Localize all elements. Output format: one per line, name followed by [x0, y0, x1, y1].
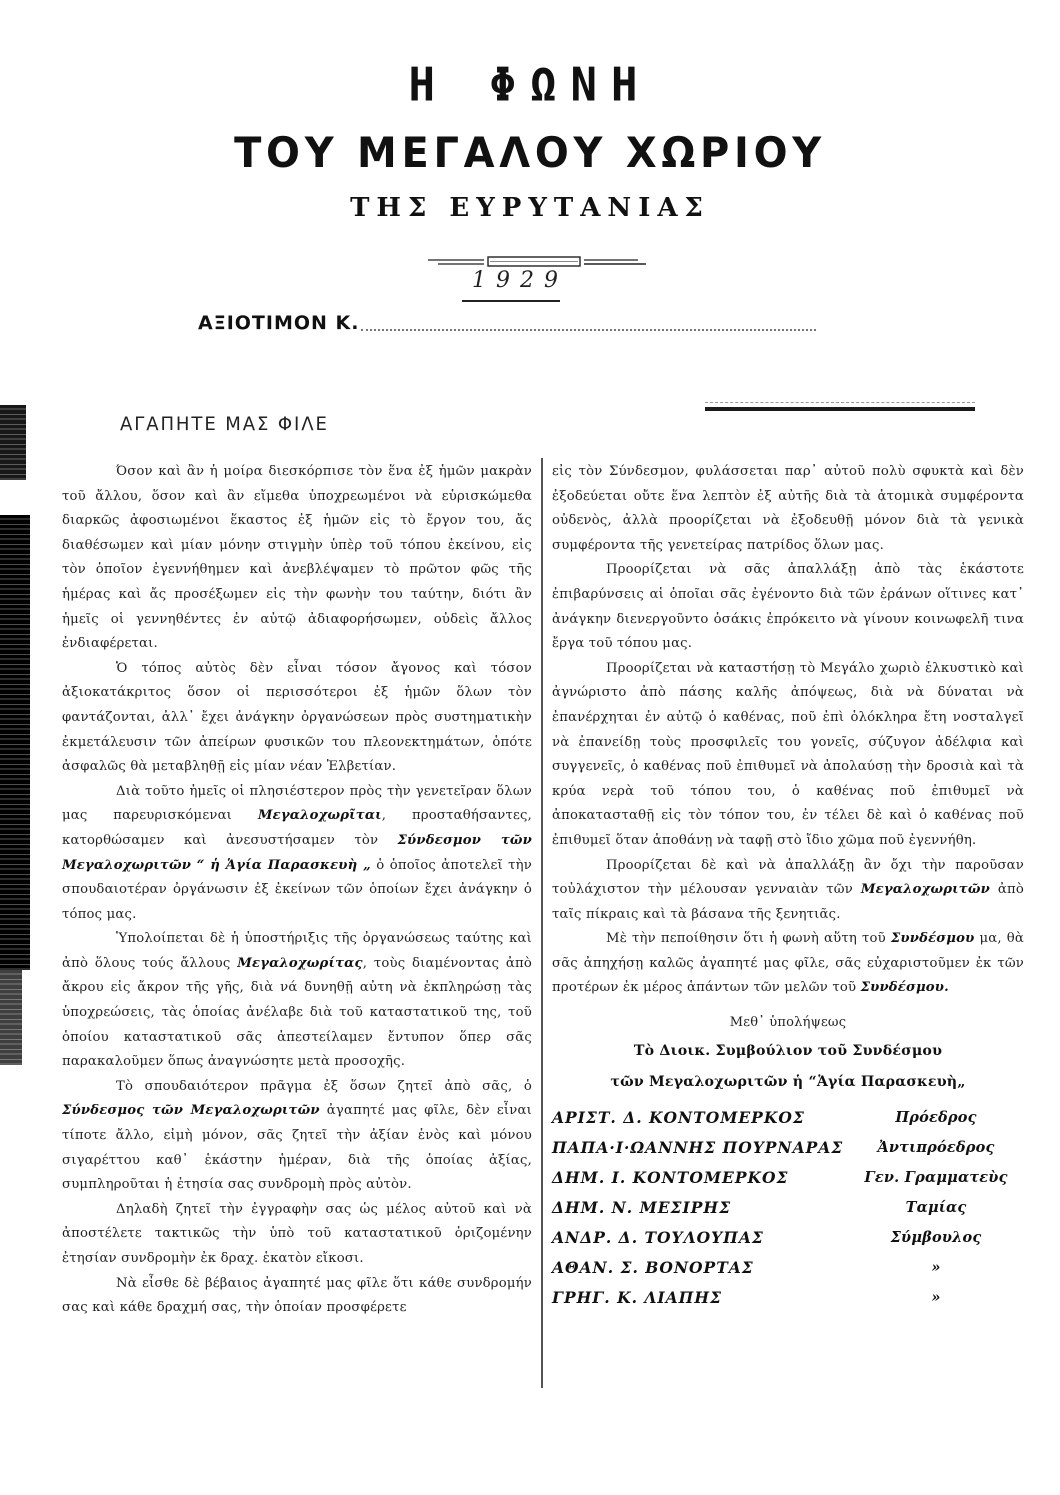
- board-member: [552, 1134, 1024, 1164]
- paragraph: Διὰ τοῦτο ἡμεῖς οἱ πλησιέστερον πρὸς τὴν γενετεῖραν ὅλων μας παρευρισκόμεναι Μεγαλοχωρῖται, προσταθήσαντες, κατορθώσαμεν καὶ ἀνεσυστήσαμεν τὸν Σύνδεσμον τῶν Μεγαλοχωριτῶν “ ἡ Ἁγία Παρασκευὴ „ ὁ ὁποῖος ἀποτελεῖ τὴν σπουδαιοτέραν ὀργάνωσιν ἐξ ἐκείνων τῶν ὁποίων ἔχει ἀνάγκην ὁ τόπος μας.: [62, 783, 532, 922]
- member-role: Ἀντιπρόεδρος: [877, 1139, 995, 1157]
- paragraph: Προορίζεται δὲ καὶ νὰ ἀπαλλάξῃ ἂν ὄχι τὴν παροῦσαν τοὐλάχιστον τὴν μέλουσαν γενναιὰν τῶν Μεγαλοχωριτῶν ἀπὸ ταῖς πίκραις καὶ τὰ βάσανα τῆς ξενητιᾶς.: [552, 857, 1024, 922]
- emphasis: Μεγαλοχωρίτας: [237, 955, 363, 971]
- board-members: [552, 1104, 1024, 1314]
- paragraph: Δηλαδὴ ζητεῖ τὴν ἐγγραφὴν σας ὡς μέλος αὐτοῦ καὶ νὰ ἀποστέλετε τακτικῶς τὴν ὑπὸ τοῦ καταστατικοῦ ὁριζομένην ἐτησίαν συνδρομὴν ἐκ δραχ. ἑκατὸν εἴκοσι.: [62, 1201, 532, 1266]
- emphasis: Σύνδεσμον τῶν Μεγαλοχωριτῶν “ ἡ Ἁγία Παρασκευὴ „: [62, 832, 532, 873]
- member-name: ΠΑΠΑ·Ι·ΩΑΝΝΗΣ ΠΟΥΡΝΑΡΑΣ: [552, 1138, 844, 1158]
- member-name: ΔΗΜ. Ν. ΜΕΣΙΡΗΣ: [552, 1198, 732, 1218]
- member-name: ΑΡΙΣΤ. Δ. ΚΟΝΤΟΜΕΡΚΟΣ: [552, 1108, 805, 1128]
- member-name: ΑΘΑΝ. Σ. ΒΟΝΟΡΤΑΣ: [552, 1258, 754, 1278]
- address-label: ΑΞΙΟΤΙΜΟΝ Κ.: [198, 312, 360, 334]
- board-member: [552, 1224, 1024, 1254]
- sign-off: Μεθ᾽ ὑπολήψεως: [729, 1015, 847, 1031]
- emphasis: Σύνδεσμος τῶν Μεγαλοχωριτῶν: [62, 1103, 320, 1119]
- board-member: [552, 1194, 1024, 1224]
- decorative-rule: [705, 402, 975, 411]
- member-role: »: [931, 1259, 941, 1277]
- ornament-rule-icon: [428, 255, 646, 269]
- member-name: ΓΡΗΓ. Κ. ΛΙΑΠΗΣ: [552, 1288, 722, 1308]
- left-column: [62, 460, 532, 1321]
- board-member: [552, 1104, 1024, 1134]
- column-divider: [541, 458, 543, 1388]
- right-column: [552, 460, 1024, 1314]
- emphasis: Μεγαλοχωρῖται: [257, 808, 382, 824]
- paragraph: Μὲ τὴν πεποίθησιν ὅτι ἡ φωνὴ αὕτη τοῦ Συνδέσμου μα, θὰ σᾶς ἀπηχήσῃ καλῶς ἀγαπητέ μας φῖλε, σᾶς εὐχαριστοῦμεν ἐκ τῶν προτέρων ἐκ μέρος ἁπάντων τῶν μελῶν τοῦ Συνδέσμου.: [552, 931, 1024, 996]
- paragraph: Όσον καὶ ἂν ἡ μοίρα διεσκόρπισε τὸν ἕνα ἐξ ἡμῶν μακρὰν τοῦ ἄλλου, ὅσον καὶ ἂν εἴμεθα ὑποχρεωμένοι νὰ εὑρισκώμεθα διαρκῶς ἀφοσιωμένοι ἕκαστος ἐξ ἡμῶν εἰς τὸ ἔργον του, ἄς διαθέσωμεν καὶ μίαν μόνην στιγμὴν ὑπὲρ τοῦ τόπου ἐκείνου, εἰς τὸν ὁποῖον ἐγεννήθημεν καὶ ἀνεβλέψαμεν τὸ πρῶτον φῶς τῆς ἡμέρας καὶ ἄς προσέξωμεν εἰς τὴν φωνὴν του ταύτην, διότι ἂν ἡμεῖς οἱ γεννηθέντες ἐν αὐτῷ ἀδιαφορήσωμεν, οὐδεὶς ἄλλος ἐνδιαφέρεται.: [62, 464, 532, 652]
- board-heading-1: Τὸ Διοικ. Συμβούλιον τοῦ Συνδέσμου: [633, 1042, 943, 1059]
- scan-artifact: [0, 515, 30, 970]
- member-role: Γεν. Γραμματεὺς: [864, 1169, 1008, 1187]
- member-role: Πρόεδρος: [895, 1109, 977, 1127]
- paragraph: Νὰ εἶσθε δὲ βέβαιος ἀγαπητέ μας φῖλε ὅτι κάθε συνδρομήν σας καὶ κάθε δραχμή σας, τὴν ὁποίαν προσφέρετε: [62, 1275, 532, 1316]
- paragraph: Προορίζεται νὰ σᾶς ἀπαλλάξῃ ἀπὸ τὰς ἑκάστοτε ἐπιβαρύνσεις αἱ ὁποῖαι σᾶς ἐγένοντο διὰ τῶν ἐράνων οἵτινες κατ᾽ ἀνάγκην διενεργοῦντο ὁσάκις ἐπρόκειτο νὰ γίνουν κοινωφελῆ τινα ἔργα τοῦ τόπου μας.: [552, 562, 1024, 652]
- title-line-1: Η ΦΩΝΗ: [408, 58, 652, 113]
- greeting-heading: ΑΓΑΠΗΤΕ ΜΑΣ ΦΙΛΕ: [120, 413, 329, 435]
- address-line: [198, 312, 816, 334]
- member-role: »: [931, 1289, 941, 1307]
- year-underline: [462, 300, 560, 302]
- board-member: [552, 1164, 1024, 1194]
- member-name: ΑΝΔΡ. Δ. ΤΟΥΛΟΥΠΑΣ: [552, 1228, 764, 1248]
- paragraph: Προορίζεται νὰ καταστήσῃ τὸ Μεγάλο χωριὸ ἑλκυστικὸ καὶ ἀγνώριστο ἀπὸ πάσης καλῆς ἀπόψεως, διὰ νὰ δύναται νὰ ἐπανέρχηται ἐν αὐτῷ ὁ καθένας, ποῦ ἐπὶ ὁλόκληρα ἔτη νοσταλγεῖ νὰ ἐπανείδῃ τοὺς προσφιλεῖς του γονεῖς, σύζυγον ἀδέλφια καὶ συγγενεῖς, ὁ καθένας ποῦ ἐπιθυμεῖ νὰ ἀπολαύσῃ τὴν δροσιὰ καὶ τὰ κρύα νερὰ τοῦ τόπου του, ὁ καθένας ποῦ ἐπιθυμεῖ νὰ ἀποκατασταθῇ εἰς τὸν τόπον του, ἐν τέλει δὲ καὶ ὁ καθένας ποῦ ἐπιθυμεῖ ὅταν ἀποθάνῃ νὰ ταφῇ στὸ ἴδιο χῶμα ποῦ ἐγεννήθη.: [552, 660, 1024, 848]
- member-role: Σύμβουλος: [890, 1229, 982, 1247]
- emphasis: Συνδέσμου: [890, 931, 975, 947]
- board-member: [552, 1284, 1024, 1314]
- paragraph: Ὑπολοίπεται δὲ ἡ ὑποστήριξις τῆς ὀργανώσεως ταύτης καὶ ἀπὸ ὅλους τούς ἄλλους Μεγαλοχωρίτας, τοὺς διαμένοντας ἀπὸ ἄκρου εἰς ἄκρον τῆς γῆς, διὰ νά δυνηθῇ αὐτη νὰ ἐκπληρώσῃ τὰς ὑποχρεώσεις, τὰς ὁποίας ἀνέλαβε διὰ τοῦ καταστατικοῦ της, τοῦ ὁποίου καταστατικοῦ σᾶς ἀπεστείλαμεν ἔντυπον ὅπερ σᾶς παρακαλοῦμεν ὅπως ἀναγνώσητε μετὰ προσοχῆς.: [62, 931, 533, 1070]
- board-member: [552, 1254, 1024, 1284]
- paragraph: εἰς τὸν Σύνδεσμον, φυλάσσεται παρ᾽ αὐτοῦ πολὺ σφυκτὰ καὶ δὲν ἐξοδεύεται οὔτε ἕνα λεπτὸν ἐξ αὐτῆς διὰ τὰ ἀτομικὰ συμφέροντα οὐδενὸς, ἀλλὰ προορίζεται νὰ ἐξοδευθῇ μόνον διὰ τὰ γενικὰ συμφέροντα τῆς γενετείρας πατρίδος ὅλων μας.: [552, 464, 1024, 553]
- emphasis: Συνδέσμου.: [860, 980, 949, 996]
- scan-artifact: [0, 970, 22, 1065]
- emphasis: Μεγαλοχωριτῶν: [860, 882, 990, 898]
- title-line-2: ΤΟΥ ΜΕΓΑΛΟΥ ΧΩΡΙΟΥ: [234, 128, 826, 177]
- address-field: [361, 317, 816, 331]
- member-role: Ταμίας: [905, 1199, 967, 1217]
- title-line-3: ΤΗΣ ΕΥΡΥΤΑΝΙΑΣ: [350, 193, 710, 223]
- year: 1929: [472, 268, 568, 293]
- paragraph: Ὁ τόπος αὐτὸς δὲν εἶναι τόσον ἄγονος καὶ τόσον ἀξιοκατάκριτος ὅσον οἱ περισσότεροι ἐξ ἡμῶν ὅλων τὸν φαντάζονται, ἀλλ᾽ ἔχει ἀνάγκην ὀργανώσεων πρὸς συστηματικὴν ἐκμετάλευσιν τῶν ἀπείρων φυσικῶν του πλεονεκτημάτων, ὁπότε ἀσφαλῶς θὰ μεταβληθῇ εἰς μίαν νέαν Ἐλβετίαν.: [62, 660, 532, 775]
- scan-artifact: [0, 405, 26, 480]
- board-heading-2: τῶν Μεγαλοχωριτῶν ἡ “Ἁγία Παρασκευὴ„: [610, 1073, 966, 1090]
- paragraph: Τὸ σπουδαιότερον πρᾶγμα ἐξ ὅσων ζητεῖ ἀπὸ σᾶς, ὁ Σύνδεσμος τῶν Μεγαλοχωριτῶν ἀγαπητέ μας φῖλε, δὲν εἶναι τίποτε ἄλλο, εἰμὴ μόνον, σᾶς ζητεῖ τὴν ἀξίαν ἑνὸς καὶ μόνου σιγαρέττου καθ᾽ ἑκάστην ἡμέραν, διὰ τῆς ὁποίας ἀξίας, συμπληροῦται ἡ ἐτησία σας συνδρομὴ πρὸς αὐτὸν.: [62, 1078, 532, 1193]
- member-name: ΔΗΜ. Ι. ΚΟΝΤΟΜΕΡΚΟΣ: [552, 1168, 789, 1188]
